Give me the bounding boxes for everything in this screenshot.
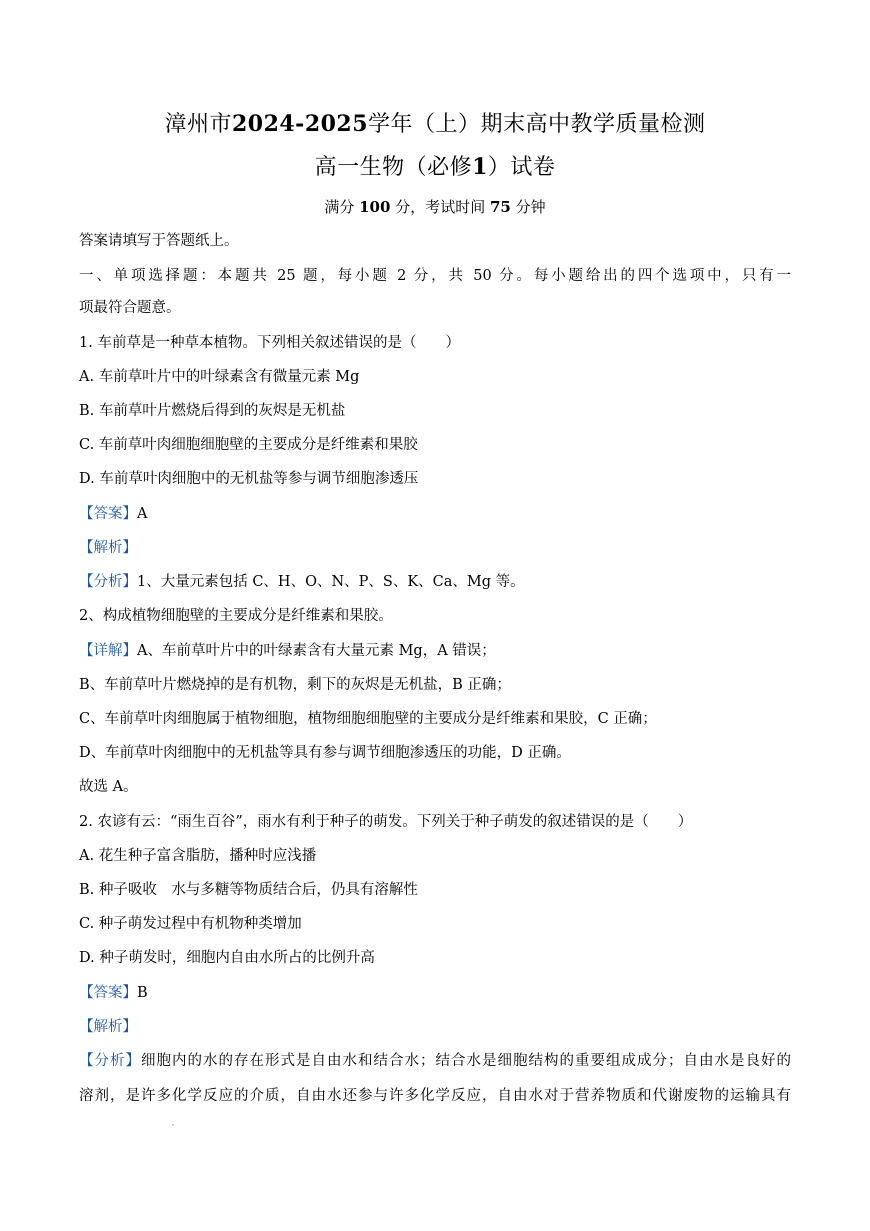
instructions: 答案请填写于答题纸上。	[79, 233, 239, 249]
q2-answer: 【答案】B	[79, 985, 148, 1001]
scan-dot	[172, 1124, 174, 1126]
q2-fenxi-1: 【分析】细胞内的水的存在形式是自由水和结合水；结合水是细胞结构的重要组成成分；自由水是良好的	[79, 1053, 791, 1069]
xiangjie-tag: 【详解】	[79, 643, 137, 659]
q1-stem: 1. 车前草是一种草本植物。下列相关叙述错误的是（ ）	[79, 335, 460, 351]
q1-option-a: A. 车前草叶片中的叶绿素含有微量元素 Mg	[79, 369, 360, 385]
q1-option-b: B. 车前草叶片燃烧后得到的灰烬是无机盐	[79, 403, 346, 419]
answer-tag: 【答案】	[79, 506, 137, 522]
fenxi-tag: 【分析】	[79, 1053, 141, 1069]
q1-conclusion: 故选 A。	[79, 779, 138, 795]
q1-xiangjie-d: D、车前草叶肉细胞中的无机盐等具有参与调节细胞渗透压的功能，D 正确。	[79, 745, 571, 761]
q2-stem: 2. 农谚有云：“雨生百谷”，雨水有利于种子的萌发。下列关于种子萌发的叙述错误的是（ ）	[79, 814, 693, 830]
q2-option-a: A. 花生种子富含脂肪，播种时应浅播	[79, 848, 317, 864]
q2-analysis-tag: 【解析】	[79, 1019, 137, 1035]
q2-option-c: C. 种子萌发过程中有机物种类增加	[79, 916, 302, 932]
exam-subtitle: 高一生物（必修1）试卷	[314, 154, 556, 180]
q2-option-b: B. 种子吸收 水与多糖等物质结合后，仍具有溶解性	[79, 882, 418, 898]
q1-analysis-tag: 【解析】	[79, 540, 137, 556]
q2-fenxi-2: 溶剂，是许多化学反应的介质，自由水还参与许多化学反应，自由水对于营养物质和代谢废物的运输具有	[79, 1088, 791, 1104]
answer-tag: 【答案】	[79, 985, 137, 1001]
section-heading-line2: 项最符合题意。	[79, 300, 181, 316]
q2-option-d: D. 种子萌发时，细胞内自由水所占的比例升高	[79, 950, 375, 966]
q1-xiangjie-b: B、车前草叶片燃烧掉的是有机物，剩下的灰烬是无机盐，B 正确；	[79, 677, 511, 693]
fenxi-tag: 【分析】	[79, 574, 137, 590]
q1-answer: 【答案】A	[79, 506, 148, 522]
exam-score-time: 满分 100 分，考试时间 75 分钟	[324, 198, 546, 216]
q1-option-c: C. 车前草叶肉细胞细胞壁的主要成分是纤维素和果胶	[79, 437, 418, 453]
q1-option-d: D. 车前草叶肉细胞中的无机盐等参与调节细胞渗透压	[79, 471, 419, 487]
q1-xiangjie-a: 【详解】A、车前草叶片中的叶绿素含有大量元素 Mg，A 错误；	[79, 643, 496, 659]
section-heading-line1: 一、单项选择题：本题共 25 题，每小题 2 分，共 50 分。每小题给出的四个选项中，只有一	[79, 268, 791, 284]
q1-xiangjie-c: C、车前草叶肉细胞属于植物细胞，植物细胞细胞壁的主要成分是纤维素和果胶，C 正确；	[79, 711, 657, 727]
exam-title: 漳州市2024-2025学年（上）期末高中教学质量检测	[164, 111, 706, 137]
q1-fenxi-2: 2、构成植物细胞壁的主要成分是纤维素和果胶。	[79, 608, 393, 624]
q1-fenxi-1: 【分析】1、大量元素包括 C、H、O、N、P、S、K、Ca、Mg 等。	[79, 574, 525, 590]
